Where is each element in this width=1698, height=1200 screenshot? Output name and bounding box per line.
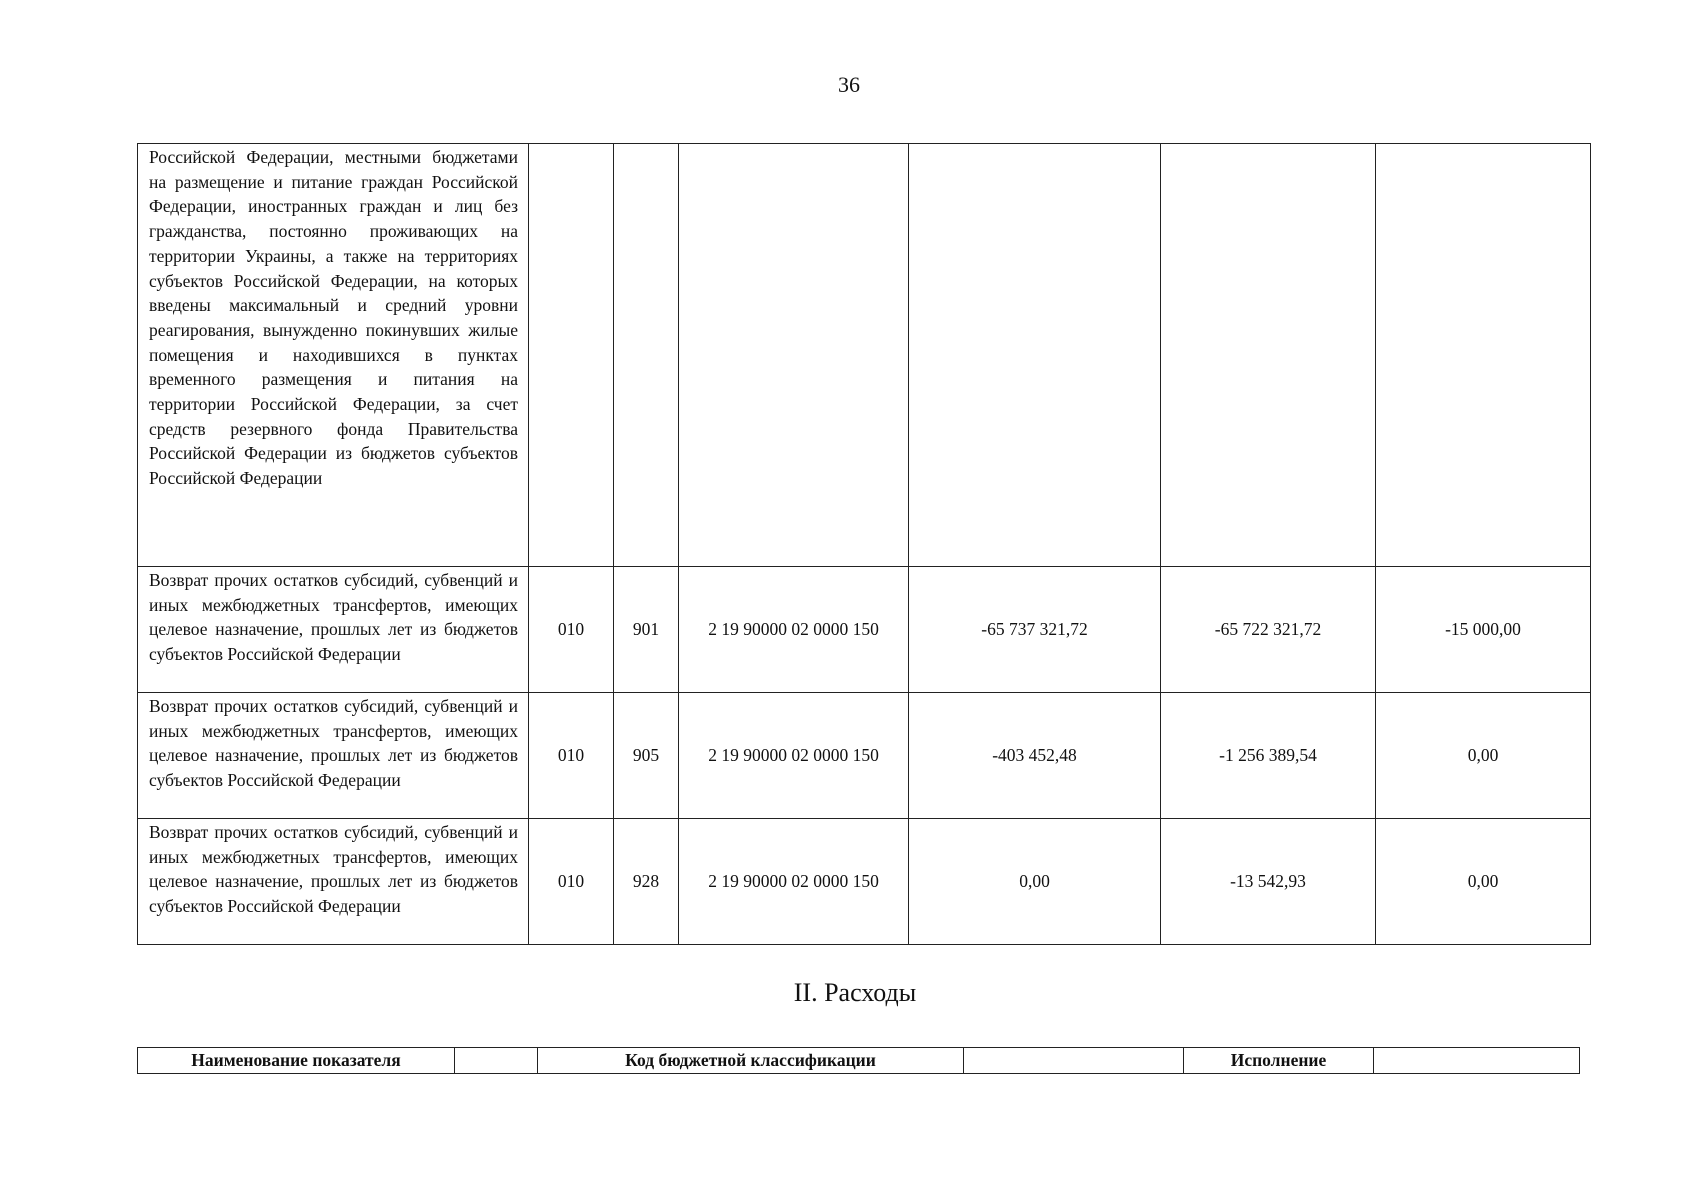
header-row xyxy=(138,1048,1580,1074)
table-row xyxy=(138,144,1591,567)
cell-value2: -13 542,93 xyxy=(1161,819,1376,945)
description-last-line: Российской Федерации xyxy=(149,468,323,489)
description-last-line: субъектов Российской Федерации xyxy=(149,896,401,917)
description-last-line: субъектов Российской Федерации xyxy=(149,770,401,791)
cell-kbk: 2 19 90000 02 0000 150 xyxy=(679,819,909,945)
header-empty xyxy=(1374,1048,1580,1074)
description-last-line: субъектов Российской Федерации xyxy=(149,644,401,665)
cell-kbk: 2 19 90000 02 0000 150 xyxy=(679,567,909,693)
header-kbk: Код бюджетной классификации xyxy=(538,1048,964,1074)
header-name: Наименование показателя xyxy=(138,1048,455,1074)
table-row xyxy=(138,819,1591,945)
cell-value3: 0,00 xyxy=(1376,693,1591,819)
description-text: Возврат прочих остатков субсидий, субвенций и иных межбюджетных трансфертов, имеющих целевое назначение, прошлых лет из бюджетов xyxy=(149,570,518,640)
cell-code2 xyxy=(614,144,679,567)
cell-kbk: 2 19 90000 02 0000 150 xyxy=(679,693,909,819)
cell-value1: -65 737 321,72 xyxy=(909,567,1161,693)
cell-value3: 0,00 xyxy=(1376,819,1591,945)
page-number: 36 xyxy=(838,72,860,97)
cell-value2: -1 256 389,54 xyxy=(1161,693,1376,819)
income-table xyxy=(137,143,1591,945)
cell-code1 xyxy=(529,144,614,567)
cell-code2: 928 xyxy=(614,819,679,945)
row-description xyxy=(138,567,529,693)
cell-kbk xyxy=(679,144,909,567)
description-text: Российской Федерации, местными бюджетами на размещение и питание граждан Российской Федерации, иностранных граждан и лиц без гражданства, постоянно проживающих на территории Украины, а также на территориях субъектов Российской Федерации, на которых введены максимальный и средний уровни реагирования, вынужденно покинувших жилые помещения и находившихся в пунктах временного размещения и питания на территории Российской Федерации, за счет средств резервного фонда Правительства Российской Федерации из бюджетов субъектов xyxy=(149,147,518,464)
cell-value1: 0,00 xyxy=(909,819,1161,945)
header-execution: Исполнение xyxy=(1184,1048,1374,1074)
row-description xyxy=(138,819,529,945)
expenses-table-header xyxy=(137,1047,1580,1074)
cell-value3 xyxy=(1376,144,1591,567)
cell-value2 xyxy=(1161,144,1376,567)
table-row xyxy=(138,567,1591,693)
cell-value2: -65 722 321,72 xyxy=(1161,567,1376,693)
section-title: II. Расходы xyxy=(793,978,917,1007)
description-text: Возврат прочих остатков субсидий, субвенций и иных межбюджетных трансфертов, имеющих целевое назначение, прошлых лет из бюджетов xyxy=(149,822,518,892)
cell-value1: -403 452,48 xyxy=(909,693,1161,819)
cell-code1: 010 xyxy=(529,693,614,819)
description-text: Возврат прочих остатков субсидий, субвенций и иных межбюджетных трансфертов, имеющих целевое назначение, прошлых лет из бюджетов xyxy=(149,696,518,766)
row-description xyxy=(138,693,529,819)
header-empty xyxy=(455,1048,538,1074)
header-empty xyxy=(964,1048,1184,1074)
cell-code2: 905 xyxy=(614,693,679,819)
cell-value1 xyxy=(909,144,1161,567)
cell-code2: 901 xyxy=(614,567,679,693)
table-row xyxy=(138,693,1591,819)
cell-value3: -15 000,00 xyxy=(1376,567,1591,693)
row-description xyxy=(138,144,529,567)
cell-code1: 010 xyxy=(529,819,614,945)
cell-code1: 010 xyxy=(529,567,614,693)
